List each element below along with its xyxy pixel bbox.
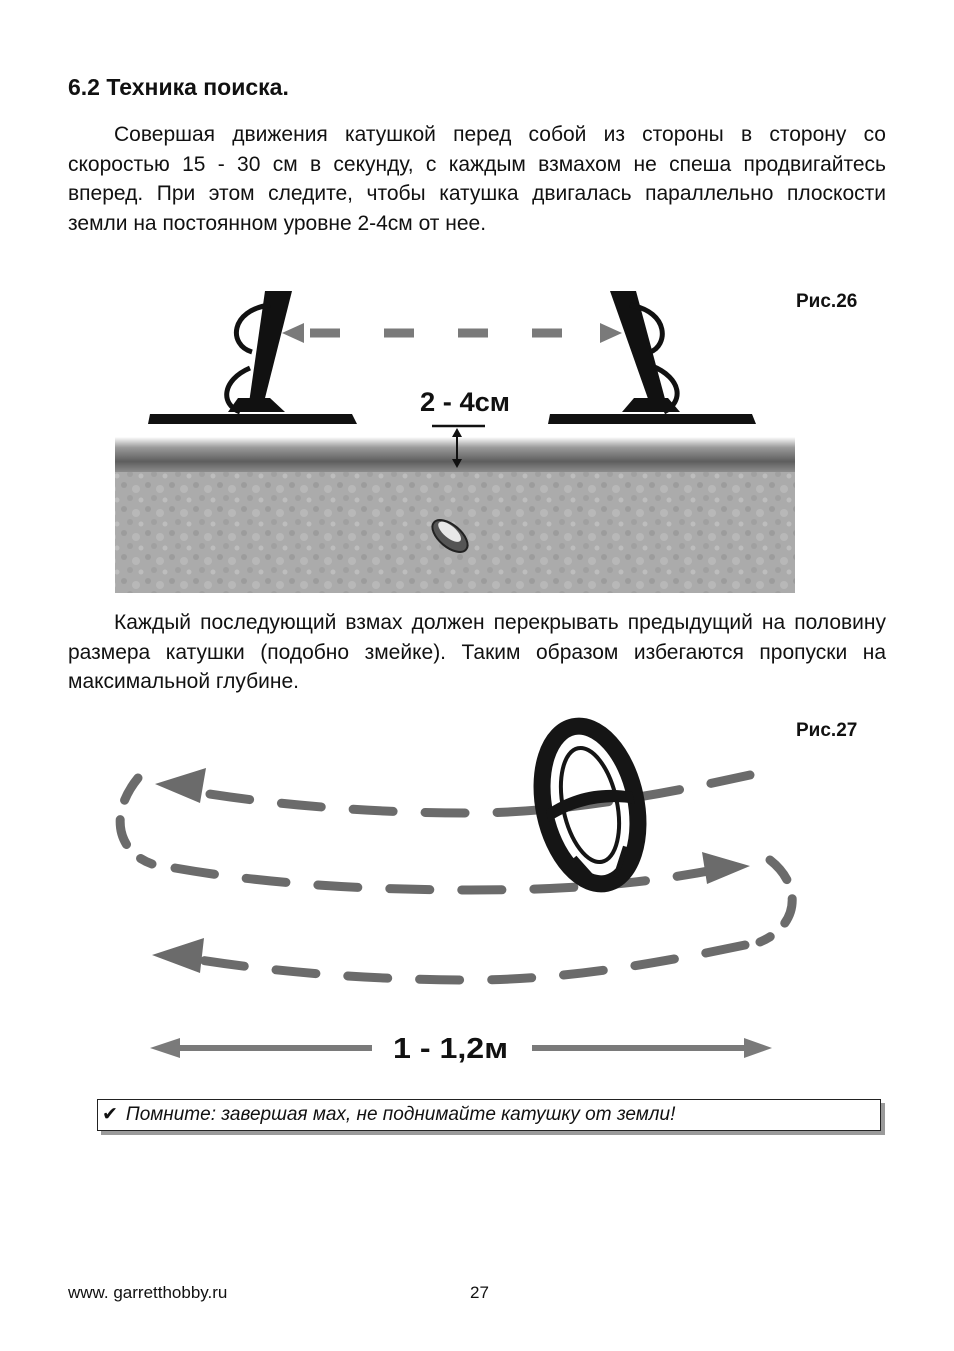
figure-26-label: Рис.26 xyxy=(796,291,858,312)
height-label: 2 - 4см xyxy=(420,387,510,417)
sweep-return-left xyxy=(120,778,152,864)
checkmark-icon: ✔ xyxy=(102,1104,118,1125)
sweep-arrowhead-middle xyxy=(702,852,750,884)
sweep-path-middle xyxy=(175,866,735,890)
sweep-return-right xyxy=(760,860,792,942)
page-number: 27 xyxy=(470,1283,489,1302)
sweep-arrowhead-top xyxy=(155,768,206,803)
section-heading: 6.2 Техника поиска. xyxy=(68,74,289,100)
sweep-path-top xyxy=(185,775,750,813)
figure-27-label: Рис.27 xyxy=(796,720,858,741)
paragraph-search-technique: Совершая движения катушкой перед собой из стороны в сторону со скоростью 15 - 30 см в секунду, с каждым взмахом не спеша продвигайтесь вперед. При этом следите, чтобы катушка двигалась параллельно плоскости земли на постоянном уровне 2-4см от нее. xyxy=(68,123,886,235)
paragraph-overlap: Каждый последующий взмах должен перекрывать предыдущий на половину размера катушки (подобно змейке). Таким образом избегаются пропуски на максимальной глубине. xyxy=(68,611,886,693)
reminder-text: Помните: завершая мах, не поднимайте катушку от земли! xyxy=(125,1104,676,1125)
reminder-note xyxy=(97,1099,881,1131)
sweep-path-bottom xyxy=(188,945,745,980)
width-label: 1 - 1,2м xyxy=(393,1033,508,1065)
sweep-arrowhead-bottom xyxy=(152,938,204,973)
footer-website: www. garretthobby.ru xyxy=(68,1283,228,1302)
